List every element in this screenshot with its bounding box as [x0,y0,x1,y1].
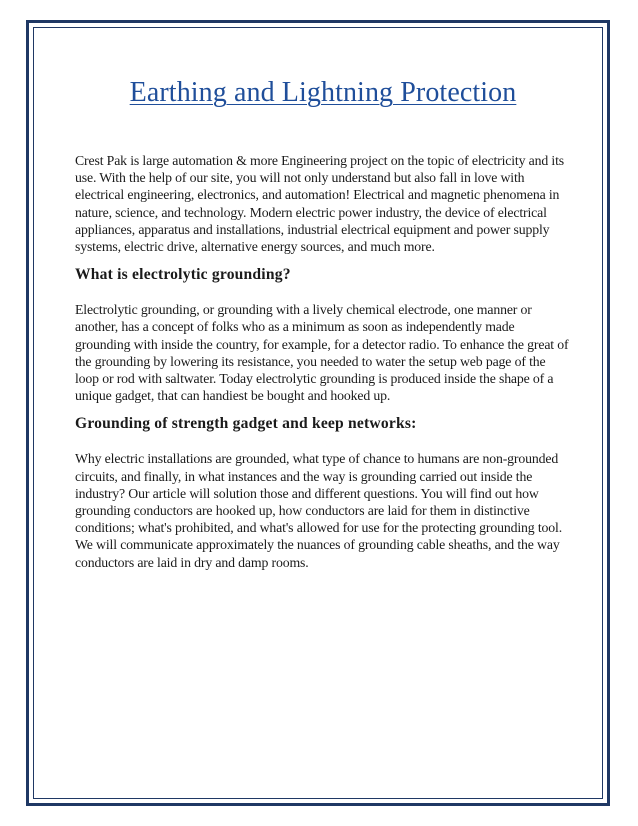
section-body-electrolytic-grounding: Electrolytic grounding, or grounding with a lively chemical electrode, one manner or another, has a concept of folks who as a minimum as soon as independently made grounding with inside the country, for example, for a detector radio. To enhance the great of the grounding by lowering its resistance, you needed to water the setup web page of the loop or rod with saltwater. Today electrolytic grounding is produced inside the shape of a unique gadget, that can handiest be bought and hooked up. [75,302,569,404]
section-heading-grounding-networks: Grounding of strength gadget and keep networks: [75,415,417,433]
document-title: Earthing and Lightning Protection [129,77,517,108]
document-content [75,74,571,571]
section-heading-electrolytic-grounding: What is electrolytic grounding? [75,266,291,284]
section-body-grounding-networks: Why electric installations are grounded, what type of chance to humans are non-grounded circuits, and finally, in what instances and the way is grounding carried out inside the industry? Our article will solution those and different questions. You will find out how grounding conductors are hooked up, how conductors are laid for them in distinctive conditions; what's prohibited, and what's allowed for use for the protecting grounding tool. We will communicate approximately the nuances of grounding cable sheaths, and the way conductors are laid in dry and damp rooms. [75,451,562,570]
intro-paragraph: Crest Pak is large automation & more Engineering project on the topic of electricity and its use. With the help of our site, you will not only understand but also fall in love with electrical engineering, electronics, and automation! Electrical and magnetic phenomena in nature, science, and technology. Modern electric power industry, the device of electrical appliances, apparatus and installations, industrial electrical equipment and power supply systems, electric drive, alternative energy sources, and much more. [75,153,565,255]
